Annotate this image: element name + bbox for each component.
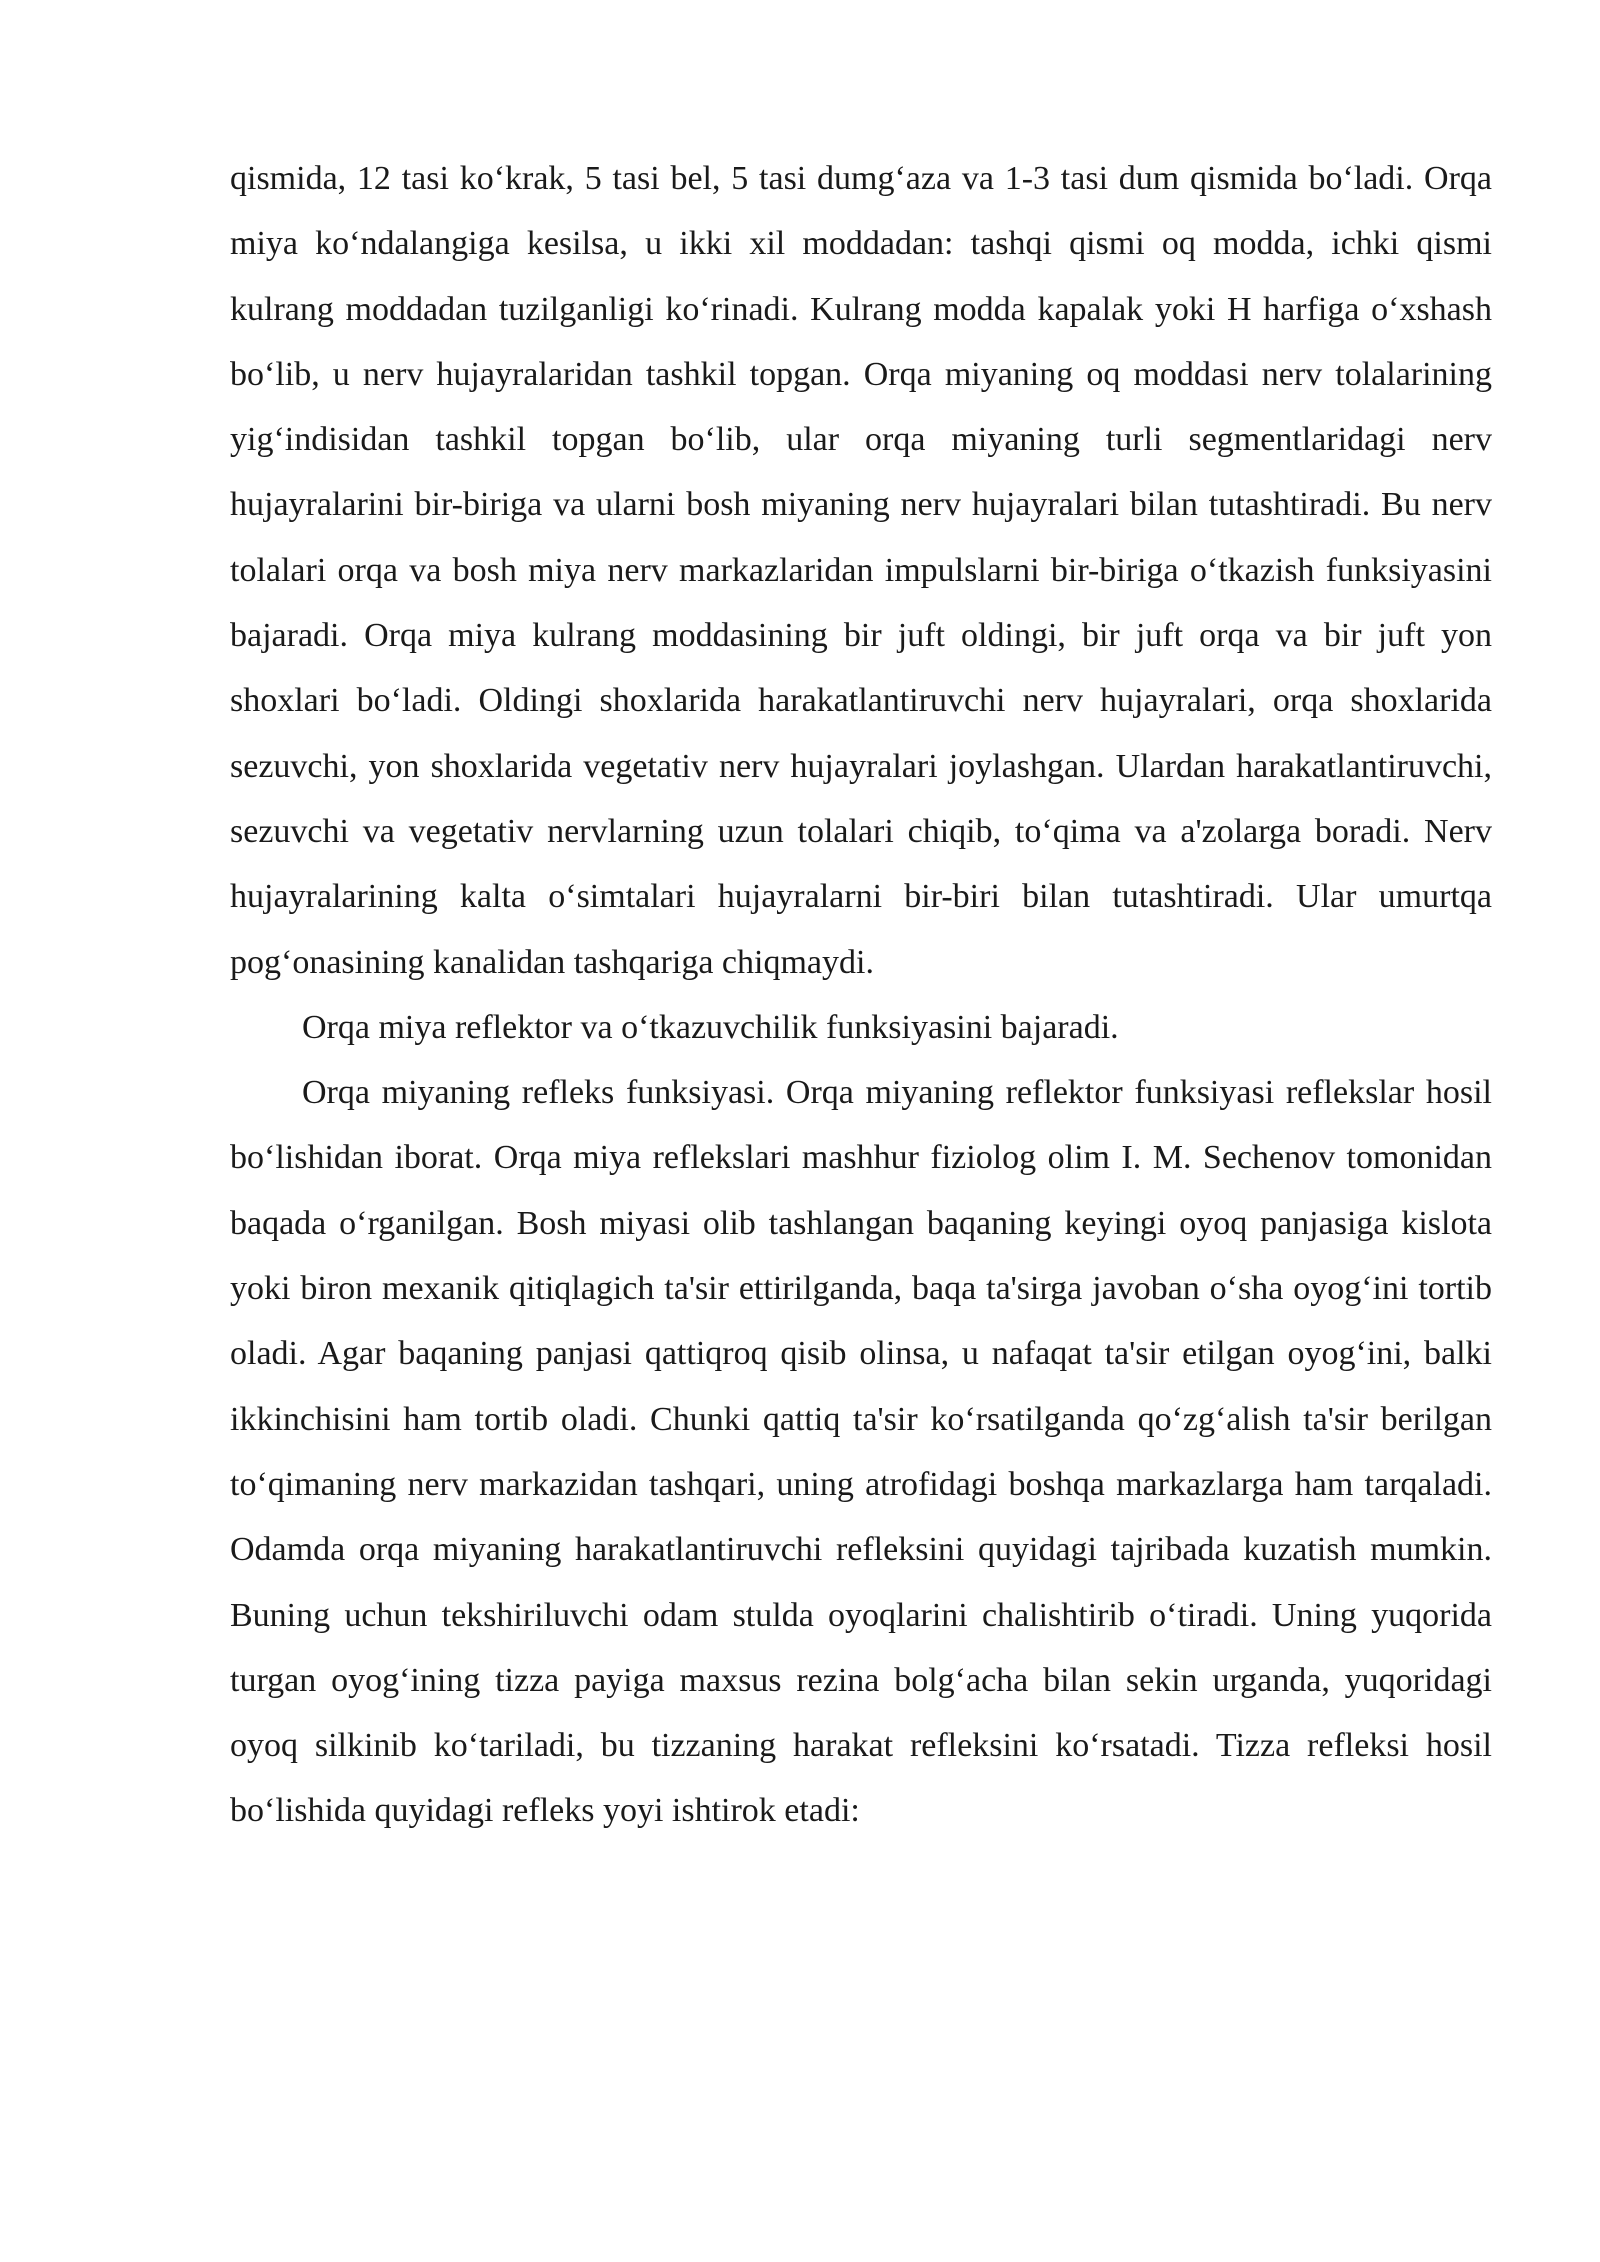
paragraph-reflex-function: Orqa miyaning refleks funksiyasi. Orqa miyaning reflektor funksiyasi reflekslar hosil bo‘lishidan iborat. Orqa miya reflekslari mashhur fiziolog olim I. M. Sechenov tomonidan baqada o‘rganilgan. Bosh miyasi olib tashlangan baqaning keyingi oyoq panjasiga kislota yoki biron mexanik qitiqlagich ta'sir ettirilganda, baqa ta'sirga javoban o‘sha oyog‘ini tortib oladi. Agar baqaning panjasi qattiqroq qisib olinsa, u nafaqat ta'sir etilgan oyog‘ini, balki ikkinchisini ham tortib oladi. Chunki qattiq ta'sir ko‘rsatilganda qo‘zg‘alish ta'sir berilgan to‘qimaning nerv markazidan tashqari, uning atrofidagi boshqa markazlarga ham tarqaladi. Odamda orqa miyaning harakatlantiruvchi refleksini quyidagi tajribada kuzatish mumkin. Buning uchun tekshiriluvchi odam stulda oyoqlarini chalishtirib o‘tiradi. Uning yuqorida turgan oyog‘ining tizza payiga maxsus rezina bolg‘acha bilan sekin urganda, yuqoridagi oyoq silkinib ko‘tariladi, bu tizzaning harakat refleksini ko‘rsatadi. Tizza refleksi hosil bo‘lishida quyidagi refleks yoyi ishtirok etadi:	[230, 1074, 1492, 1830]
paragraph-spinal-cord-structure: qismida, 12 tasi ko‘krak, 5 tasi bel, 5 tasi dumg‘aza va 1-3 tasi dum qismida bo‘ladi. Orqa miya ko‘ndalangiga kesilsa, u ikki xil moddadan: tashqi qismi oq modda, ichki qismi kulrang moddadan tuzilganligi ko‘rinadi. Kulrang modda kapalak yoki H harfiga o‘xshash bo‘lib, u nerv hujayralaridan tashkil topgan. Orqa miyaning oq moddasi nerv tolalarining yig‘indisidan tashkil topgan bo‘lib, ular orqa miyaning turli segmentlaridagi nerv hujayralarini bir-biriga va ularni bosh miyaning nerv hujayralari bilan tutashtiradi. Bu nerv tolalari orqa va bosh miya nerv markazlaridan impulslarni bir-biriga o‘tkazish funksiyasini bajaradi. Orqa miya kulrang moddasining bir juft oldingi, bir juft orqa va bir juft yon shoxlari bo‘ladi. Oldingi shoxlarida harakatlantiruvchi nerv hujayralari, orqa shoxlarida sezuvchi, yon shoxlarida vegetativ nerv hujayralari joylashgan. Ulardan harakatlantiruvchi, sezuvchi va vegetativ nervlarning uzun tolalari chiqib, to‘qima va a'zolarga boradi. Nerv hujayralarining kalta o‘simtalari hujayralarni bir-biri bilan tutashtiradi. Ular umurtqa pog‘onasining kanalidan tashqariga chiqmaydi.	[230, 160, 1492, 981]
body-text	[230, 146, 1492, 1844]
paragraph-spinal-cord-functions: Orqa miya reflektor va o‘tkazuvchilik funksiyasini bajaradi.	[302, 1008, 1119, 1046]
